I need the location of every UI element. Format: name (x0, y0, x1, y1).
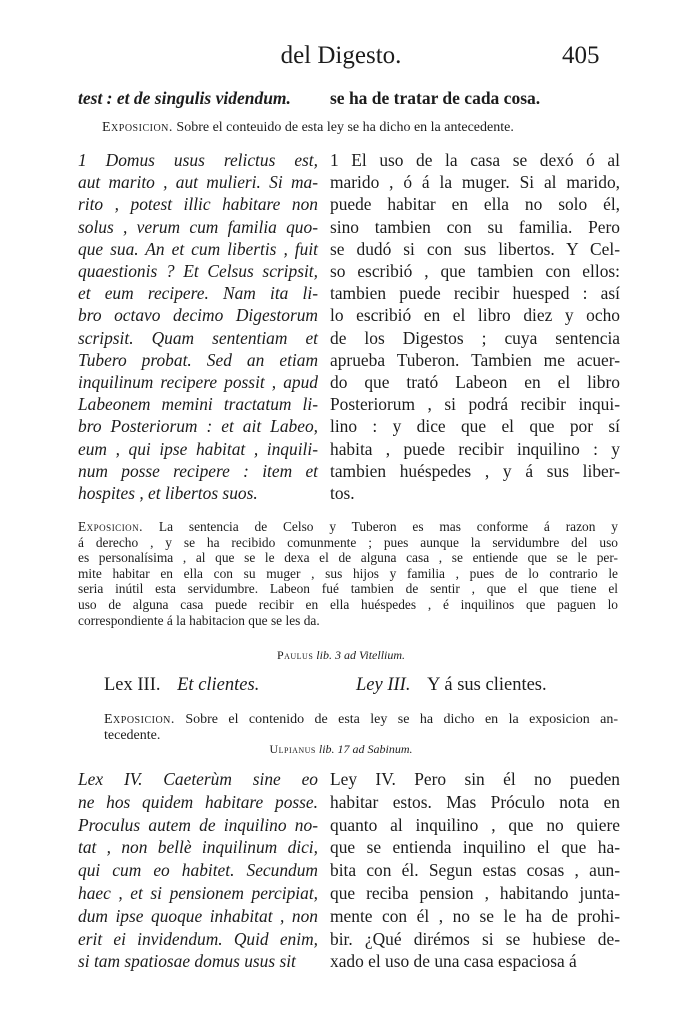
latin-line: 1 Domus usus relictus est, (78, 150, 318, 170)
spanish-line: se dudó si con sus libertos. Y Cel- (330, 238, 620, 259)
spanish-line: so escribió , que tambien con ellos: (330, 261, 620, 282)
latin-line: si tam spatiosae domus usus sit (78, 951, 296, 972)
page-title: del Digesto. (280, 42, 402, 69)
spanish-line: tos. (330, 483, 355, 504)
spanish-line: do que trató Labeon en el libro (330, 372, 620, 393)
latin-line: qui cum eo habitet. Secundum (78, 860, 318, 881)
exposicion-label: Exposicion. (78, 519, 144, 534)
latin-line: Tubero probat. Sed an etiam (78, 349, 318, 370)
lex3-latin-text: Et clientes. (177, 675, 260, 695)
exposicion-line: seria inútil esta servidumbre. Labeon fué tambien de sentir , que el que tiene el (78, 581, 618, 597)
spanish-line: de los Digestos ; cuya sentencia (330, 327, 620, 348)
latin-column (78, 149, 318, 504)
spanish-line: lino : y dice que el que por sí (330, 416, 620, 437)
spanish-line: lo escribió en el libro diez y ocho (330, 305, 620, 326)
latin-line: aut marito , aut mulieri. Si ma- (78, 172, 318, 193)
exposicion-label: Exposicion. (104, 712, 175, 727)
citation-author: Ulpianus (269, 742, 316, 756)
exposicion-label: Exposicion. (102, 120, 173, 135)
exposicion-3 (104, 712, 618, 743)
latin-line: tat , non bellè inquilinum dici, (78, 837, 318, 858)
spanish-line: que reciba pension , habitando junta- (330, 882, 620, 903)
spanish-column (330, 768, 620, 973)
latin-line: erit ei invidendum. Quid enim, (78, 928, 318, 949)
lex3-spanish-text: Y á sus clientes. (427, 675, 547, 695)
citation-source: lib. 3 ad Vitellium. (316, 648, 406, 662)
latin-line: Lex IV. Caeterùm sine eo (78, 769, 318, 789)
latin-line: hospites , et libertos suos. (78, 483, 258, 504)
page-number: 405 (562, 42, 600, 69)
exposicion-line: es personalísima , al que se le dexa el de alguna casa , se entiende que se le per- (78, 550, 618, 566)
spanish-line: que se entienda inquilino el que ha- (330, 837, 620, 858)
spanish-column (330, 149, 620, 504)
citation-ulpianus (0, 742, 682, 757)
spanish-line: mente con él , no se le ha de prohi- (330, 905, 620, 926)
exposicion-text: Sobre el contenido de esta ley se ha dicho en la exposicion an- (185, 712, 618, 727)
latin-line: Proculus autem de inquilino no- (78, 814, 318, 835)
latin-line: bro octavo decimo Digestorum (78, 305, 318, 326)
exposicion-line: tecedente. (104, 727, 161, 743)
spanish-line: habitar estos. Mas Próculo nota en (330, 791, 620, 812)
citation-source: lib. 17 ad Sabinum. (318, 742, 413, 756)
lex3-latin-label: Lex III. (104, 675, 161, 695)
citation-author: Paulus (276, 648, 314, 662)
spanish-line: sino tambien con su familia. Pero (330, 216, 620, 237)
latin-line: solus , verum cum familia quo- (78, 216, 318, 237)
exposicion-line (104, 712, 618, 728)
running-head (0, 42, 682, 76)
latin-column (78, 768, 318, 973)
spanish-line: puede habitar en ella no solo él, (330, 194, 620, 215)
lex3-spanish (356, 675, 547, 696)
exposicion-1 (102, 120, 618, 136)
latin-line: Labeonem memini tractatum li- (78, 394, 318, 415)
intro-latin: test : et de singulis videndum. (78, 88, 291, 108)
intro-spanish: se ha de tratar de cada cosa. (330, 88, 541, 108)
citation-paulus (0, 648, 682, 663)
spanish-line: tambien puede recibir huesped : así (330, 283, 620, 304)
exposicion-line: á derecho , y se ha recibido comunmente ; pues aunque la servidumbre del uso (78, 534, 618, 550)
spanish-line: 1 El uso de la casa se dexó ó al (330, 150, 620, 170)
latin-line: ne hos quidem habitare posse. (78, 791, 318, 812)
lex3-spanish-label: Ley III. (356, 675, 411, 695)
latin-line: num posse recipere : item et (78, 460, 318, 481)
intro-row (78, 88, 618, 112)
latin-line: inquilinum recipere possit , apud (78, 372, 318, 393)
lex4-columns (78, 768, 618, 978)
spanish-line: bita con él. Segun estas cosas , aun- (330, 860, 620, 881)
latin-line: eum , qui ipse habitat , inquili- (78, 438, 318, 459)
exposicion-2 (78, 519, 618, 628)
latin-line: haec , et si pensionem percipiat, (78, 882, 318, 903)
spanish-line: xado el uso de una casa espaciosa á (330, 951, 577, 972)
spanish-line: bir. ¿Qué dirémos si se hubiese de- (330, 928, 620, 949)
latin-line: bro Posteriorum : et ait Labeo, (78, 416, 318, 437)
exposicion-line: uso de alguna casa puede recibir en ella huéspedes , é inquilinos que paguen lo (78, 596, 618, 612)
exposicion-text: La sentencia de Celso y Tuberon es mas conforme á razon y (158, 519, 618, 534)
spanish-line: Ley IV. Pero sin él no pueden (330, 769, 620, 789)
spanish-line: quanto al inquilino , que no quiere (330, 814, 620, 835)
exposicion-line: correspondiente á la habitacion que se les da. (78, 612, 320, 628)
latin-line: quaestionis ? Et Celsus scripsit, (78, 261, 318, 282)
spanish-line: Posteriorum , si podrá recibir inqui- (330, 394, 620, 415)
spanish-line: tambien huéspedes , y á sus liber- (330, 460, 620, 481)
exposicion-line (78, 519, 618, 535)
exposicion-text: Sobre el conteuido de esta ley se ha dicho en la antecedente. (176, 120, 514, 135)
exposicion-line: mite habitar en ella con su muger , sus hijos y familia , pues de lo contrario le (78, 565, 618, 581)
latin-line: et eum recipere. Nam ita li- (78, 283, 318, 304)
latin-line: que sua. An et cum libertis , fuit (78, 238, 318, 259)
latin-line: dum ipse quoque inhabitat , non (78, 905, 318, 926)
spanish-line: marido , ó á la muger. Si al marido, (330, 172, 620, 193)
latin-line: rito , potest illic habitare non (78, 194, 318, 215)
spanish-line: habita , puede recibir inquilino : y (330, 438, 620, 459)
latin-line: scripsit. Quam sententiam et (78, 327, 318, 348)
lex2-columns (78, 149, 618, 509)
lex3-latin (104, 675, 259, 696)
spanish-line: aprueba Tuberon. Tambien me acuer- (330, 349, 620, 370)
